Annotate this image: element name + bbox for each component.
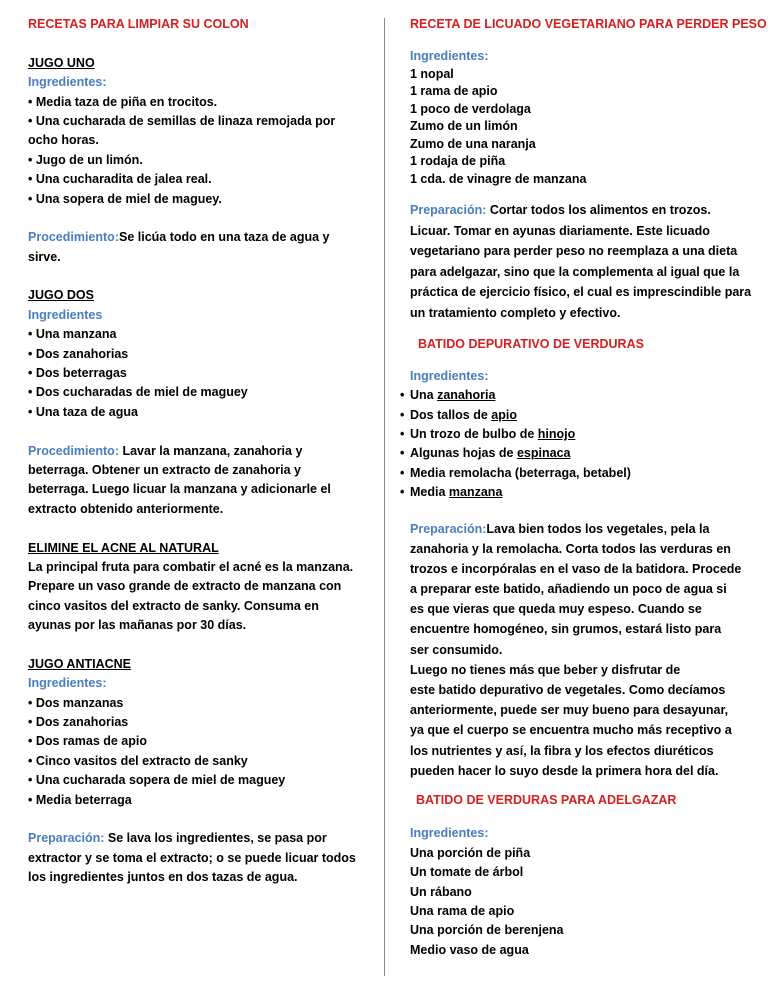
preparation-text: para adelgazar, sino que la complementa al igual que la: [410, 264, 740, 279]
list-item: • Media manzana: [410, 483, 750, 502]
veg-preparation: [410, 200, 750, 221]
antiacne-preparation: [28, 829, 363, 848]
batido-adelgazar-title: BATIDO DE VERDURAS PARA ADELGAZAR: [416, 792, 677, 807]
list-item: • Media taza de piña en trocitos.: [28, 94, 218, 109]
acne-text: ayunas por las mañanas por 30 días.: [28, 618, 247, 633]
list-item: Una porción de piña: [410, 845, 531, 860]
bullet-icon: •: [400, 446, 405, 461]
preparation-text: anteriormente, puede ser muy bueno para desayunar,: [410, 703, 729, 718]
list-item: • Una cucharada de semillas de linaza remojada por: [28, 113, 336, 128]
column-divider: [384, 18, 385, 976]
preparation-text: a preparar este batido, añadiendo un poco de agua si: [410, 582, 727, 597]
list-item: • Una zanahoria: [410, 386, 750, 405]
list-item: • Dos zanahorias: [28, 346, 129, 361]
list-item: • Un trozo de bulbo de hinojo: [410, 425, 750, 444]
jugo-dos-heading: JUGO DOS: [28, 288, 94, 303]
preparation-label: Preparación:: [410, 521, 487, 536]
jugo-uno-heading: JUGO UNO: [28, 55, 95, 70]
list-item: • Una sopera de miel de maguey.: [28, 191, 222, 206]
ingredient-link[interactable]: apio: [491, 407, 517, 422]
batido-depurativo-ingredients-label: Ingredientes:: [410, 368, 489, 383]
preparation-text: un tratamiento completo y efectivo.: [410, 305, 621, 320]
list-item: 1 cda. de vinagre de manzana: [410, 171, 587, 186]
batido-depurativo-preparation: [410, 519, 750, 539]
list-item: • Cinco vasitos del extracto de sanky: [28, 753, 248, 768]
preparation-text: ser consumido.: [410, 642, 503, 657]
preparation-text: los nutrientes y así, la fibra y los efectos diuréticos: [410, 743, 714, 758]
list-item: • Dos ramas de apio: [28, 734, 148, 749]
list-item: Zumo de una naranja: [410, 136, 536, 151]
preparation-text: ya que el cuerpo se encuentra mucho más receptivo a: [410, 723, 732, 738]
preparation-text: práctica de ejercicio físico, el cual es imprescindible para: [410, 285, 752, 300]
preparation-text: Luego no tienes más que beber y disfrutar de: [410, 662, 681, 677]
acne-text: La principal fruta para combatir el acné es la manzana.: [28, 559, 354, 574]
veg-ingredients-label: Ingredientes:: [410, 49, 489, 64]
bullet-icon: •: [400, 465, 405, 480]
preparation-text: es que vieras que queda muy espeso. Cuando se: [410, 602, 702, 617]
preparation-text: Licuar. Tomar en ayunas diariamente. Este licuado: [410, 223, 710, 238]
list-item: 1 rama de apio: [410, 84, 498, 99]
bullet-icon: •: [400, 407, 405, 422]
jugo-uno-procedure: [28, 228, 363, 247]
procedure-text: Se licúa todo en una taza de agua y: [119, 230, 330, 245]
list-item: Un tomate de árbol: [410, 865, 524, 880]
list-item: ocho horas.: [28, 133, 99, 148]
list-item: • Una cucharada sopera de miel de maguey: [28, 773, 286, 788]
list-item: 1 nopal: [410, 66, 454, 81]
preparation-text: Se lava los ingredientes, se pasa por: [104, 831, 327, 846]
procedure-label: Procedimiento:: [28, 443, 119, 458]
antiacne-ingredients-label: Ingredientes:: [28, 676, 107, 691]
antiacne-heading: JUGO ANTIACNE: [28, 656, 132, 671]
preparation-text: trozos e incorpóralas en el vaso de la batidora. Procede: [410, 561, 742, 576]
list-item: • Dos beterragas: [28, 366, 127, 381]
list-item: • Algunas hojas de espinaca: [410, 444, 750, 463]
list-item: Zumo de un limón: [410, 119, 518, 134]
ingredient-link[interactable]: espinaca: [516, 446, 571, 461]
preparation-label: Preparación:: [410, 203, 487, 218]
bullet-icon: •: [400, 388, 405, 403]
procedure-text: beterraga. Luego licuar la manzana y adicionarle el: [28, 482, 331, 497]
list-item: Medio vaso de agua: [410, 942, 529, 957]
acne-heading: ELIMINE EL ACNE AL NATURAL: [28, 540, 219, 555]
preparation-text: extractor y se toma el extracto; o se puede licuar todos: [28, 850, 356, 865]
ingredient-link[interactable]: zanahoria: [437, 388, 496, 403]
list-item: Un rábano: [410, 884, 472, 899]
preparation-text: Cortar todos los alimentos en trozos.: [486, 203, 711, 218]
list-item: Una porción de berenjena: [410, 923, 564, 938]
list-item: 1 rodaja de piña: [410, 154, 506, 169]
procedure-text: beterraga. Obtener un extracto de zanahoria y: [28, 462, 301, 477]
list-item: • Una cucharadita de jalea real.: [28, 172, 212, 187]
list-item: • Media beterraga: [28, 792, 132, 807]
preparation-label: Preparación:: [28, 831, 105, 846]
jugo-dos-procedure: [28, 442, 363, 461]
list-item: • Dos tallos de apio: [410, 406, 750, 425]
list-item: • Jugo de un limón.: [28, 152, 143, 167]
preparation-text: Lava bien todos los vegetales, pela la: [486, 521, 710, 536]
procedure-text: Lavar la manzana, zanahoria y: [119, 443, 303, 458]
bullet-icon: •: [400, 485, 405, 500]
ingredient-link[interactable]: hinojo: [537, 426, 576, 441]
procedure-text: extracto obtenido anteriormente.: [28, 501, 224, 516]
acne-text: cinco vasitos del extracto de sanky. Consuma en: [28, 598, 319, 613]
procedure-text: sirve.: [28, 249, 61, 264]
left-column: [28, 15, 363, 888]
list-item: • Media remolacha (beterraga, betabel): [410, 464, 750, 483]
list-item: • Una taza de agua: [28, 404, 138, 419]
right-column: [400, 15, 767, 960]
preparation-text: encuentre homogéneo, sin grumos, estará listo para: [410, 622, 722, 637]
jugo-uno-ingredients-label: Ingredientes:: [28, 75, 107, 90]
list-item: • Dos zanahorias: [28, 715, 129, 730]
procedure-label: Procedimiento:: [28, 230, 119, 245]
preparation-text: pueden hacer lo suyo desde la primera hora del día.: [410, 763, 719, 778]
right-title: RECETA DE LICUADO VEGETARIANO PARA PERDER PESO: [410, 17, 767, 31]
list-item: • Dos manzanas: [28, 695, 124, 710]
jugo-dos-ingredients-label: Ingredientes: [28, 307, 103, 322]
left-title: RECETAS PARA LIMPIAR SU COLON: [28, 17, 249, 31]
bullet-icon: •: [400, 426, 405, 441]
list-item: • Una manzana: [28, 327, 117, 342]
list-item: • Dos cucharadas de miel de maguey: [28, 385, 248, 400]
batido-adelgazar-ingredients-label: Ingredientes:: [410, 826, 489, 841]
preparation-text: los ingredientes juntos en dos tazas de agua.: [28, 870, 298, 885]
preparation-text: zanahoria y la remolacha. Corta todos las verduras en: [410, 541, 731, 556]
list-item: Una rama de apio: [410, 903, 515, 918]
preparation-text: este batido depurativo de vegetales. Como decíamos: [410, 683, 726, 698]
acne-text: Prepare un vaso grande de extracto de manzana con: [28, 579, 342, 594]
batido-depurativo-title: BATIDO DEPURATIVO DE VERDURAS: [418, 337, 644, 352]
list-item: 1 poco de verdolaga: [410, 101, 531, 116]
preparation-text: vegetariano para perder peso no reemplaza a una dieta: [410, 244, 738, 259]
ingredient-link[interactable]: manzana: [448, 485, 503, 500]
